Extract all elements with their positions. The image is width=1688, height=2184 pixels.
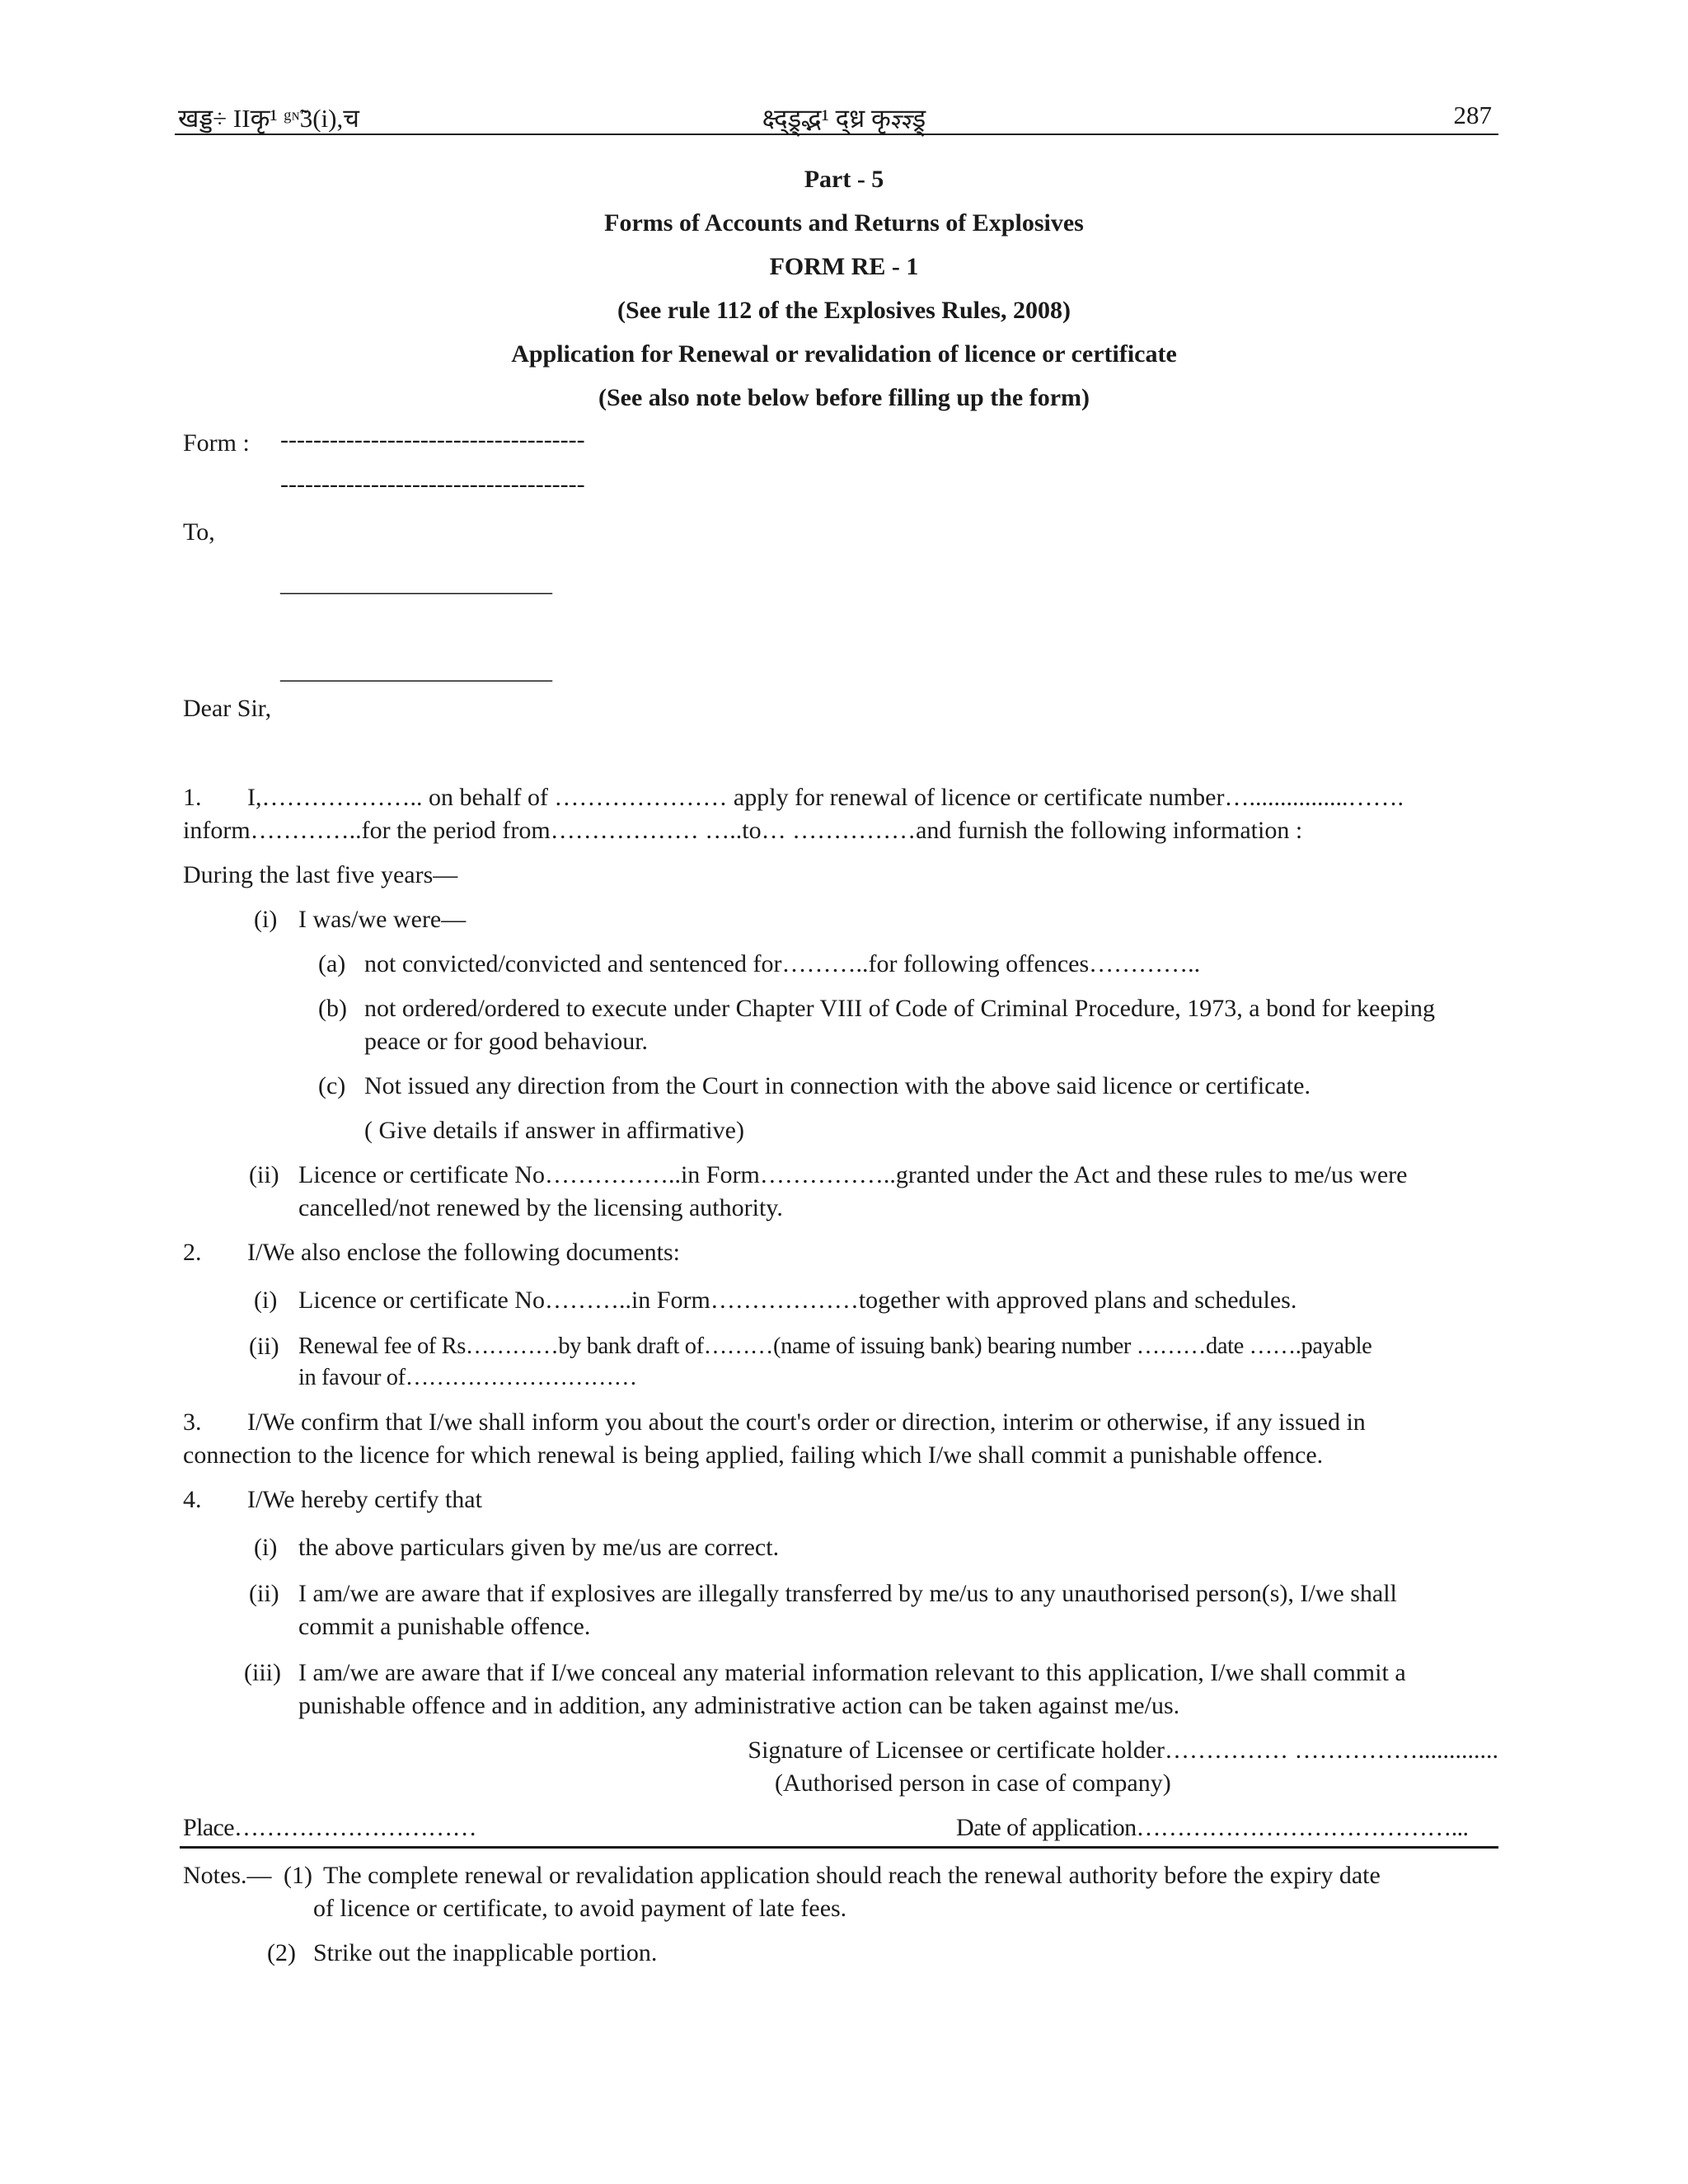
para-2-i-number: (i) bbox=[254, 1286, 278, 1314]
para-2-ii-number: (ii) bbox=[249, 1333, 279, 1360]
para-4-ii-line-2: commit a punishable offence. bbox=[298, 1613, 591, 1640]
rule-reference: (See rule 112 of the Explosives Rules, 2008) bbox=[617, 297, 1071, 324]
para-2-ii-line-1: Renewal fee of Rs…………by bank draft of………(name of issuing bank) bearing number ………date …….payable bbox=[298, 1333, 1372, 1359]
note-1-line-2: of licence or certificate, to avoid payment of late fees. bbox=[313, 1895, 847, 1922]
item-c-number: (c) bbox=[318, 1072, 346, 1099]
para-2-text: I/We also enclose the following documents: bbox=[247, 1239, 680, 1266]
item-c-note: ( Give details if answer in affirmative) bbox=[364, 1117, 744, 1144]
signature-line: Signature of Licensee or certificate holder…………… ……………............. bbox=[748, 1736, 1498, 1764]
para-4-i-number: (i) bbox=[254, 1534, 278, 1561]
item-c-text: Not issued any direction from the Court in connection with the above said licence or certificate. bbox=[364, 1072, 1311, 1099]
para-3-number: 3. bbox=[183, 1408, 202, 1436]
note-1-line-1: The complete renewal or revalidation application should reach the renewal authority before the expiry date bbox=[323, 1862, 1381, 1889]
application-title: Application for Renewal or revalidation of licence or certificate bbox=[511, 340, 1177, 368]
note-2-text: Strike out the inapplicable portion. bbox=[313, 1939, 658, 1966]
item-ii-line-2: cancelled/not renewed by the licensing authority. bbox=[298, 1194, 783, 1221]
note-reference: (See also note below before filling up the form) bbox=[598, 384, 1090, 411]
para-2-i-text: Licence or certificate No………..in Form………………together with approved plans and schedules. bbox=[298, 1286, 1297, 1314]
notes-label: Notes.— bbox=[183, 1862, 272, 1889]
to-line-1: ______________________ bbox=[280, 569, 552, 597]
item-i-text: I was/we were— bbox=[298, 906, 467, 933]
item-b-line-1: not ordered/ordered to execute under Chapter VIII of Code of Criminal Procedure, 1973, a bond for keeping bbox=[364, 995, 1436, 1022]
para-2-number: 2. bbox=[183, 1239, 202, 1266]
form-subtitle: Forms of Accounts and Returns of Explosives bbox=[604, 209, 1084, 237]
para-4-ii-line-1: I am/we are aware that if explosives are illegally transferred by me/us to any unauthorised person(s), I/we shall bbox=[298, 1580, 1397, 1607]
item-ii-number: (ii) bbox=[249, 1161, 279, 1188]
para-3-line-2: connection to the licence for which renewal is being applied, failing which I/we shall commit a punishable offence. bbox=[183, 1441, 1324, 1469]
para-4-iii-line-2: punishable offence and in addition, any administrative action can be taken against me/us. bbox=[298, 1692, 1180, 1719]
item-i-number: (i) bbox=[254, 906, 278, 933]
place-field: Place………………………… bbox=[183, 1814, 476, 1841]
header-rule bbox=[175, 134, 1498, 135]
from-line-1: ------------------------------------- bbox=[280, 426, 585, 453]
form-name: FORM RE - 1 bbox=[769, 253, 919, 280]
salutation: Dear Sir, bbox=[183, 695, 272, 722]
note-1-number: (1) bbox=[284, 1862, 312, 1889]
page-number: 287 bbox=[1453, 101, 1492, 129]
para-4-text: I/We hereby certify that bbox=[247, 1486, 482, 1513]
item-b-number: (b) bbox=[318, 995, 347, 1022]
para-4-ii-number: (ii) bbox=[249, 1580, 279, 1607]
running-header-center: क्ष्द्ड्र्द्भ¹ द्ध्र कृज्ञ्ज्ञ्ड्र् bbox=[762, 104, 926, 133]
running-header-left: खड्ड÷ IIकृ¹ ᵍᶰ̃3(i),च bbox=[178, 104, 359, 133]
item-a-number: (a) bbox=[318, 950, 346, 977]
to-line-2: ______________________ bbox=[280, 657, 552, 684]
para-4-iii-line-1: I am/we are aware that if I/we conceal any material information relevant to this application, I/we shall commit a bbox=[298, 1659, 1406, 1686]
para-4-number: 4. bbox=[183, 1486, 202, 1513]
part-heading: Part - 5 bbox=[804, 166, 884, 193]
to-label: To, bbox=[183, 518, 215, 546]
during-last-five-years: During the last five years— bbox=[183, 861, 458, 888]
from-label: Form : bbox=[183, 429, 250, 457]
para-1-number: 1. bbox=[183, 784, 202, 811]
signature-note: (Authorised person in case of company) bbox=[775, 1769, 1171, 1797]
para-1-line-2: inform…………..for the period from……………… …..to… ……………and furnish the following information : bbox=[183, 817, 1303, 844]
notes-divider bbox=[180, 1846, 1498, 1849]
from-line-2: ------------------------------------- bbox=[280, 471, 585, 498]
note-2-number: (2) bbox=[267, 1939, 296, 1966]
date-of-application-field: Date of application…………………………………... bbox=[956, 1814, 1469, 1841]
para-1-line-1: I,……………….. on behalf of ………………… apply for renewal of licence or certificate number…................……. bbox=[247, 784, 1404, 811]
para-4-iii-number: (iii) bbox=[244, 1659, 281, 1686]
item-b-line-2: peace or for good behaviour. bbox=[364, 1028, 649, 1055]
para-4-i-text: the above particulars given by me/us are correct. bbox=[298, 1534, 780, 1561]
item-a-text: not convicted/convicted and sentenced for………..for following offences………….. bbox=[364, 950, 1201, 977]
para-3-line-1: I/We confirm that I/we shall inform you about the court's order or direction, interim or otherwise, if any issued in bbox=[247, 1408, 1366, 1436]
item-ii-line-1: Licence or certificate No……………..in Form……………..granted under the Act and these rules to me/us were bbox=[298, 1161, 1408, 1188]
para-2-ii-line-2: in favour of………………………… bbox=[298, 1365, 637, 1390]
